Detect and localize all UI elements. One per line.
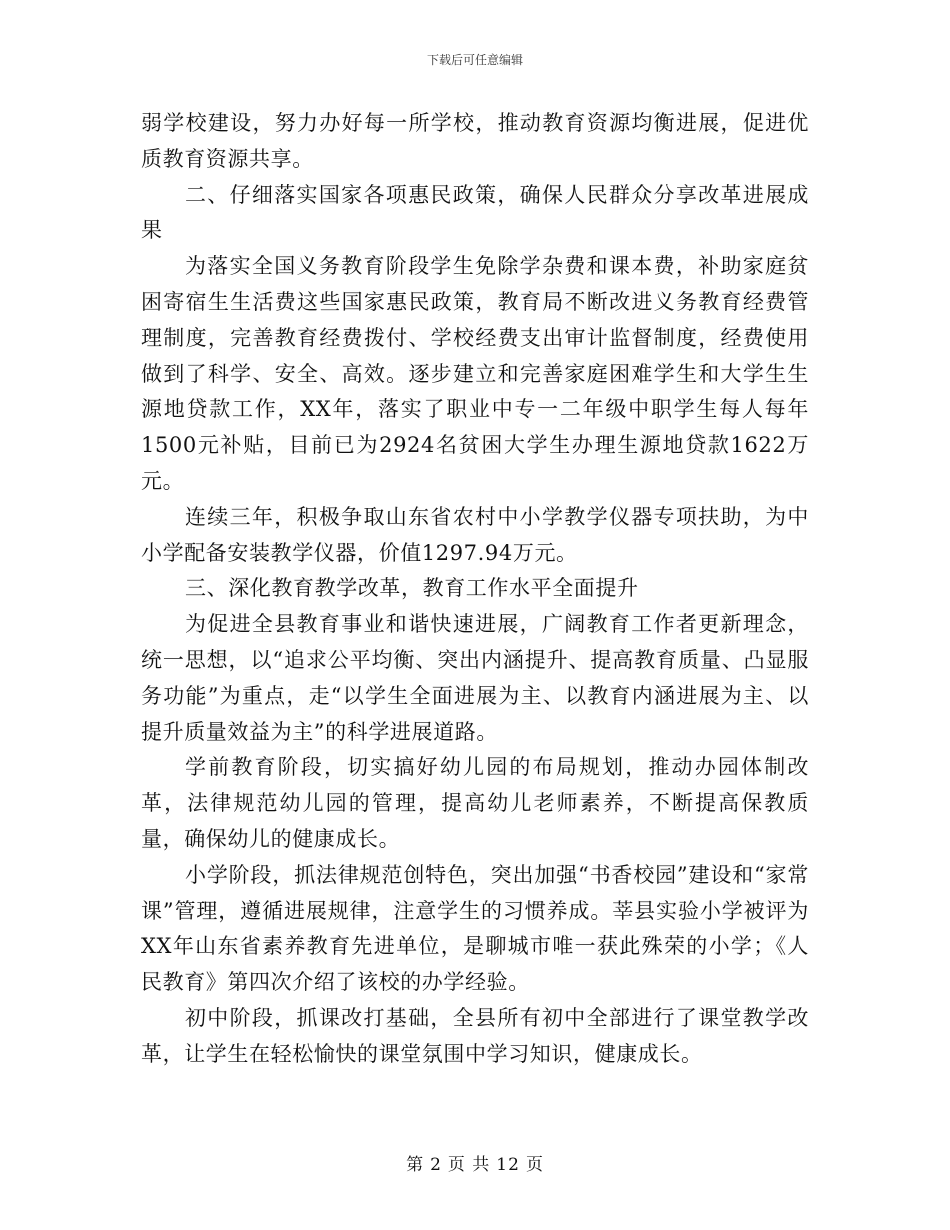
page-label-prefix: 第 [406, 1155, 425, 1175]
document-body [141, 106, 809, 1073]
paragraph: 小学阶段，抓法律规范创特色，突出加强“书香校园”建设和“家常课”管理，遵循进展规律，注意学生的习惯养成。莘县实验小学被评为XX年山东省素养教育先进单位，是聊城市唯一获此殊荣的小学；《人民教育》第四次介绍了该校的办学经验。 [141, 862, 809, 995]
paragraph: 弱学校建设，努力办好每一所学校，推动教育资源均衡进展，促进优质教育资源共享。 [141, 111, 809, 171]
page-header: 下载后可任意编辑 [426, 53, 523, 67]
paragraph: 学前教育阶段，切实搞好幼儿园的布局规划，推动办园体制改革，法律规范幼儿园的管理，提高幼儿老师素养，不断提高保教质量，确保幼儿的健康成长。 [141, 755, 809, 851]
current-page-number: 2 [430, 1155, 442, 1175]
paragraph: 为促进全县教育事业和谐快速进展，广阔教育工作者更新理念，统一思想，以“追求公平均衡、突出内涵提升、提高教育质量、凸显服务功能”为重点，走“以学生全面进展为主、以教育内涵进展为主、以提升质量效益为主”的科学进展道路。 [141, 612, 809, 744]
total-pages-number: 12 [496, 1155, 520, 1175]
section-heading: 二、仔细落实国家各项惠民政策，确保人民群众分享改革进展成果 [141, 182, 809, 243]
paragraph: 初中阶段，抓课改打基础，全县所有初中全部进行了课堂教学改革，让学生在轻松愉快的课堂氛围中学习知识，健康成长。 [141, 1005, 809, 1066]
section-heading: 三、深化教育教学改革，教育工作水平全面提升 [185, 576, 639, 601]
paragraph: 为落实全国义务教育阶段学生免除学杂费和课本费，补助家庭贫困寄宿生生活费这些国家惠民政策，教育局不断改进义务教育经费管理制度，完善教育经费拨付、学校经费支出审计监督制度，经费使用做到了科学、安全、高效。逐步建立和完善家庭困难学生和大学生生源地贷款工作，XX年，落实了职业中专一二年级中职学生每人每年1500元补贴，目前已为2924名贫困大学生办理生源地贷款1622万元。 [141, 254, 809, 493]
paragraph: 连续三年，积极争取山东省农村中小学教学仪器专项扶助，为中小学配备安装教学仪器，价值1297.94万元。 [141, 504, 809, 565]
page-footer [0, 1154, 950, 1176]
page-label-mid: 页 共 [447, 1155, 491, 1175]
page-label-suffix: 页 [525, 1155, 544, 1175]
